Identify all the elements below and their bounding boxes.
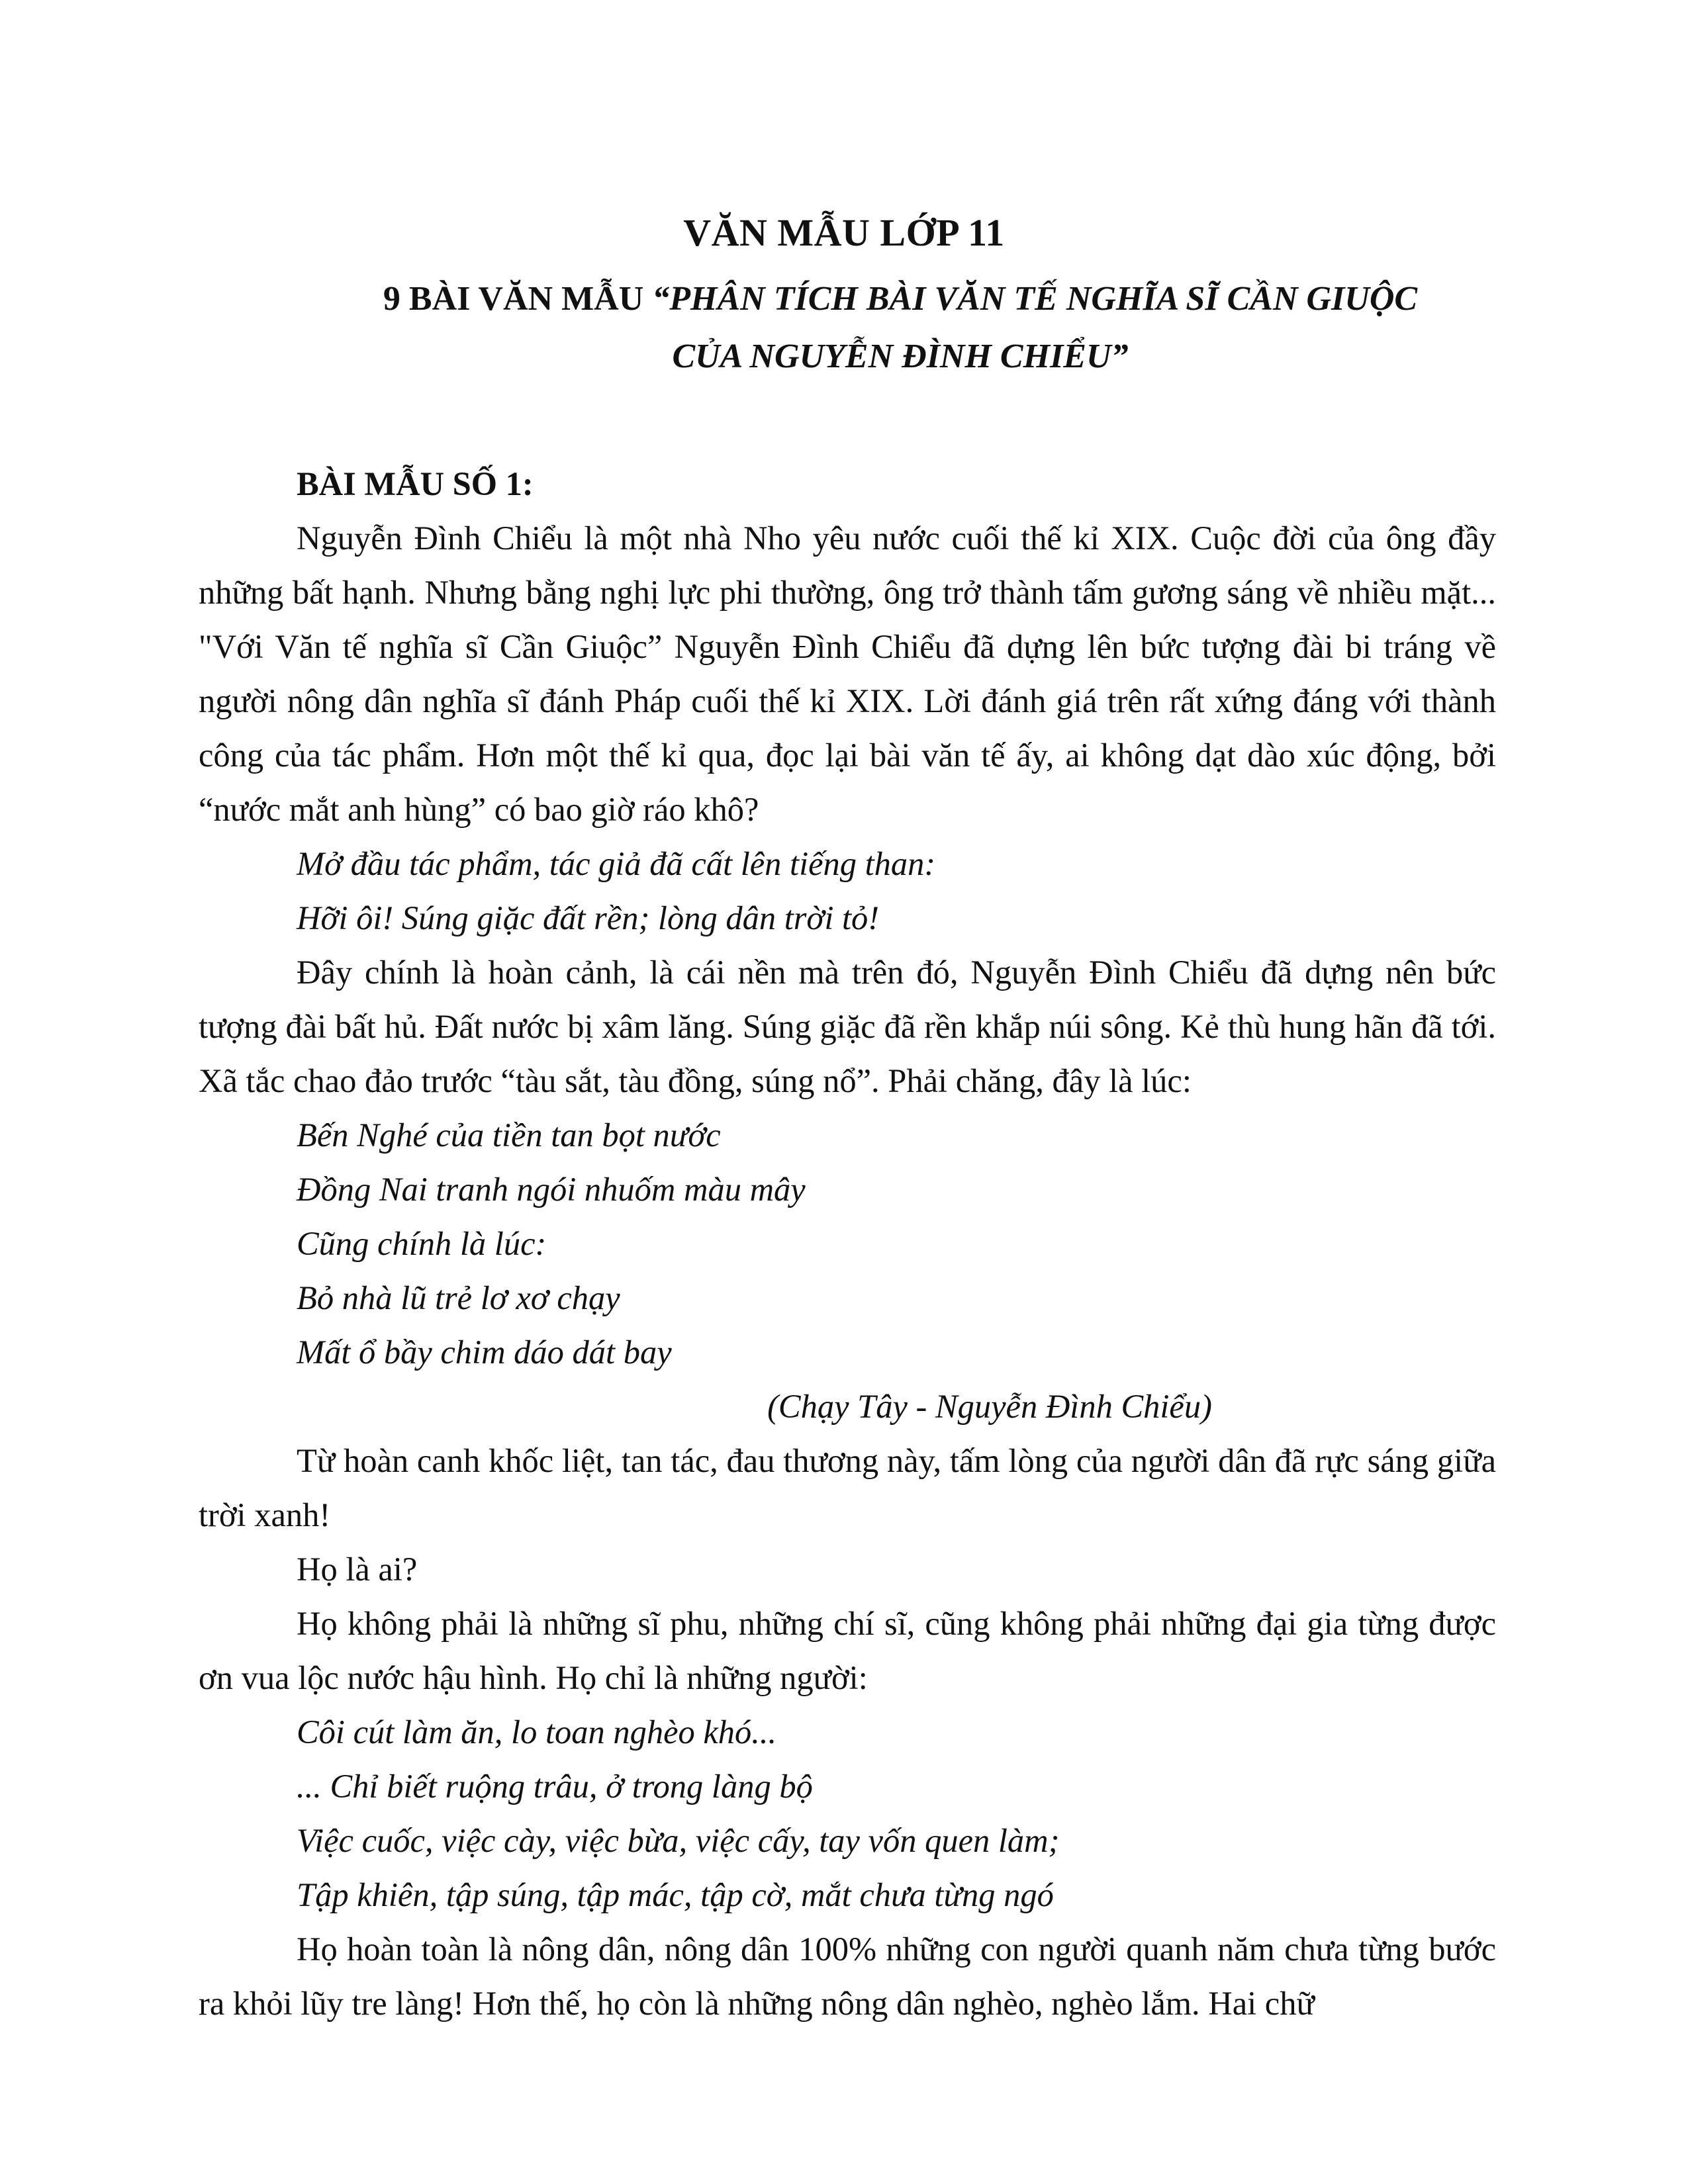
subtitle-quote-line-1: “PHÂN TÍCH BÀI VĂN TẾ NGHĨA SĨ CẦN GIUỘC — [652, 280, 1418, 318]
quoted-verse-line: Cũng chính là lúc: — [297, 1225, 547, 1262]
quoted-verse-line: Mở đầu tác phẩm, tác giả đã cất lên tiếng than: — [297, 845, 936, 882]
paragraph: Họ là ai? — [297, 1551, 418, 1588]
document-title: VĂN MẪU LỚP 11 — [683, 211, 1005, 254]
quoted-verse-line: Đồng Nai tranh ngói nhuốm màu mây — [297, 1171, 806, 1208]
document-body — [199, 457, 1496, 2030]
quoted-verse-line: ... Chỉ biết ruộng trâu, ở trong làng bộ — [297, 1768, 813, 1805]
subtitle-quote-line-2: CỦA NGUYỄN ĐÌNH CHIỂU” — [672, 338, 1129, 375]
subtitle-prefix: 9 BÀI VĂN MẪU — [383, 280, 653, 318]
quoted-verse-line: Việc cuốc, việc cày, việc bừa, việc cấy, tay vốn quen làm; — [297, 1822, 1060, 1859]
text-blocks — [199, 511, 1496, 2030]
paragraph: Đây chính là hoàn cảnh, là cái nền mà trên đó, Nguyễn Đình Chiểu đã dựng nên bức tượng đài bất hủ. Đất nước bị xâm lăng. Súng giặc đã rền khắp núi sông. Kẻ thù hung hãn đã tới. Xã tắc chao đảo trước “tàu sắt, tàu đồng, súng nổ”. Phải chăng, đây là lúc: — [199, 954, 1496, 1099]
quoted-verse-line: Bỏ nhà lũ trẻ lơ xơ chạy — [297, 1279, 620, 1316]
quoted-verse-line: Tập khiên, tập súng, tập mác, tập cờ, mắt chưa từng ngó — [297, 1876, 1054, 1913]
quoted-verse-line: Bến Nghé của tiền tan bọt nước — [297, 1116, 721, 1154]
quoted-verse-line: Côi cút làm ăn, lo toan nghèo khó... — [297, 1713, 777, 1751]
document-subtitle — [311, 270, 1489, 385]
section-heading: BÀI MẪU SỐ 1: — [297, 465, 534, 502]
paragraph: Từ hoàn canh khốc liệt, tan tác, đau thương này, tấm lòng của người dân đã rực sáng giữa trời xanh! — [199, 1442, 1496, 1533]
paragraph: Họ không phải là những sĩ phu, những chí sĩ, cũng không phải những đại gia từng được ơn vua lộc nước hậu hình. Họ chỉ là những người: — [199, 1605, 1496, 1696]
source-citation: (Chạy Tây - Nguyễn Đình Chiểu) — [767, 1388, 1212, 1425]
quoted-verse-line: Mất ổ bầy chim dáo dát bay — [297, 1334, 672, 1371]
quoted-verse-line: Hỡi ôi! Súng giặc đất rền; lòng dân trời tỏ! — [297, 899, 880, 936]
paragraph: Nguyễn Đình Chiểu là một nhà Nho yêu nước cuối thế kỉ XIX. Cuộc đời của ông đầy những bất hạnh. Nhưng bằng nghị lực phi thường, ông trở thành tấm gương sáng về nhiều mặt... "Với Văn tế nghĩa sĩ Cần Giuộc” Nguyễn Đình Chiểu đã dựng lên bức tượng đài bi tráng về người nông dân nghĩa sĩ đánh Pháp cuối thế kỉ XIX. Lời đánh giá trên rất xứng đáng với thành công của tác phẩm. Hơn một thế kỉ qua, đọc lại bài văn tế ấy, ai không dạt dào xúc động, bởi “nước mắt anh hùng” có bao giờ ráo khô? — [199, 520, 1496, 828]
paragraph: Họ hoàn toàn là nông dân, nông dân 100% những con người quanh năm chưa từng bước ra khỏi lũy tre làng! Hơn thế, họ còn là những nông dân nghèo, nghèo lắm. Hai chữ — [199, 1931, 1496, 2022]
